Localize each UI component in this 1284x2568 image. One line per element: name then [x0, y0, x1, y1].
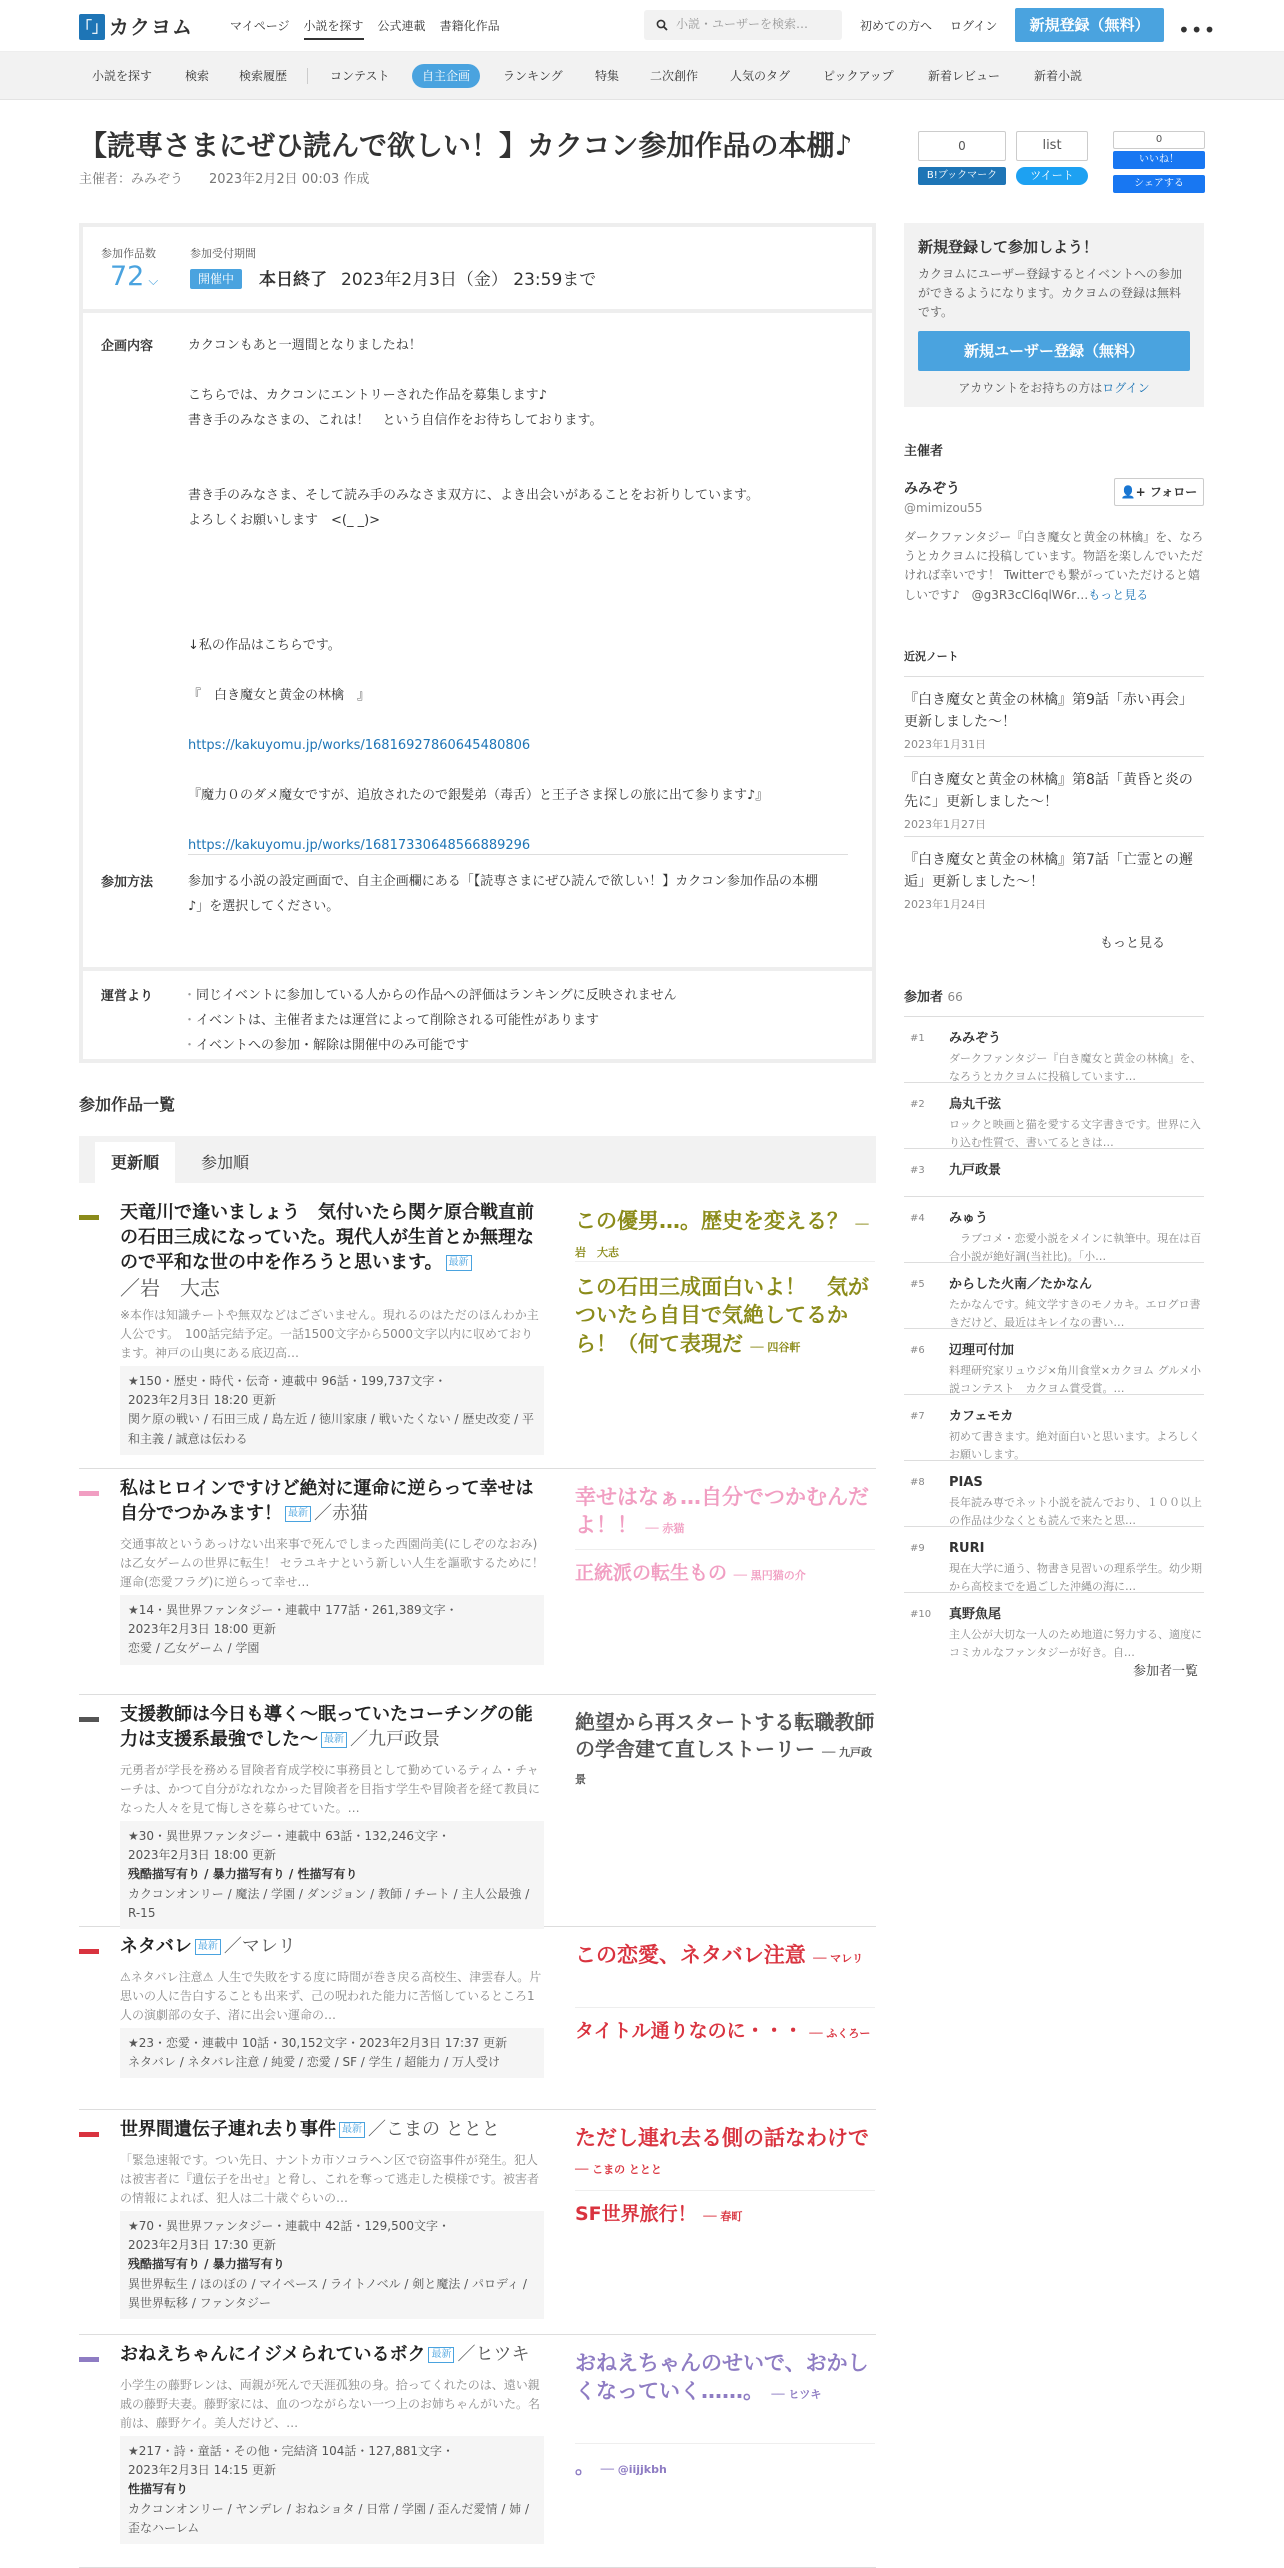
- subnav-fanfic[interactable]: 二次創作: [650, 69, 699, 83]
- created-date: 2023年2月2日 00:03 作成: [209, 172, 370, 187]
- review-catchphrase[interactable]: [575, 2349, 875, 2406]
- entry-count[interactable]: [110, 263, 158, 290]
- participants-label: 参加者: [904, 990, 944, 1005]
- work-marker: [79, 2357, 99, 2362]
- participant-rank: #2: [910, 1099, 925, 1110]
- participant-rank: #4: [910, 1213, 925, 1224]
- review-text[interactable]: 幸せはなぁ…自分でつかむんだよ！！: [575, 1485, 869, 1538]
- work-author[interactable]: ／マレリ: [223, 1936, 296, 1957]
- note-title[interactable]: 『白き魔女と黄金の林檎』第9話「赤い再会」更新しました～！: [904, 692, 1193, 731]
- host-label[interactable]: 主催者：みみぞう: [79, 172, 184, 187]
- review-text[interactable]: ただし連れ去る側の話なわけで: [575, 2126, 869, 2150]
- work-description: ⚠ネタバレ注意⚠ 人生で失敗をする度に時間が巻き戻る高校生、津雲春人。片思いの人に告白することも出来ず、己の呪われた能力に苦悩しているところ1人の演劇部の女子、渚に出会い運命の…: [120, 1970, 542, 2023]
- entry-count-value: 72: [110, 261, 145, 292]
- work-title[interactable]: [120, 1935, 540, 1960]
- work-meta: [120, 1821, 544, 1929]
- work-warnings: 性描写有り: [128, 2482, 189, 2497]
- plan-line: [188, 658, 848, 683]
- work-title-text[interactable]: 世界間遺伝子連れ去り事件: [120, 2119, 336, 2140]
- global-header: [0, 0, 1284, 52]
- ops-item: ・ イベントへの参加・解除は開催中のみ可能です: [183, 1033, 677, 1058]
- plan-line: [188, 708, 848, 733]
- nav-official[interactable]: 公式連載: [377, 19, 426, 33]
- participant-rank: #3: [910, 1165, 925, 1176]
- review-catchphrase[interactable]: [575, 2124, 875, 2181]
- subnav-new-reviews[interactable]: 新着レビュー: [928, 69, 1001, 83]
- count-label: 参加作品数: [101, 247, 156, 260]
- review-catchphrase[interactable]: [575, 1207, 875, 1264]
- note-date: 2023年1月31日: [904, 737, 986, 751]
- participant-name[interactable]: 真野魚尾: [949, 1607, 1002, 1622]
- work-tags: カクコンオンリー / ヤンデレ / おねショタ / 日常 / 学園 / 歪んだ愛情 / 姉 / 歪なハーレム: [128, 2501, 530, 2535]
- end-date: [259, 267, 596, 294]
- end-today: 本日終了: [259, 270, 327, 290]
- host-name[interactable]: みみぞう: [904, 481, 960, 497]
- work-updated: 2023年2月3日 18:00 更新: [128, 1622, 277, 1637]
- work-item: [79, 1193, 876, 1469]
- work-author[interactable]: ／赤猫: [314, 1502, 368, 1524]
- review-author[interactable]: ── 九戸政景: [575, 1746, 873, 1786]
- participant-bio: ロックと映画と猫を愛する文字書きです。世界に入り込む性質で、書いてるときは…: [949, 1118, 1201, 1149]
- participant-rank: #8: [910, 1477, 925, 1488]
- nav-find-novels[interactable]: 小説を探す: [304, 17, 364, 40]
- twitter-share[interactable]: [1016, 131, 1088, 185]
- work-marker: [79, 2132, 99, 2137]
- page-title: 【読専さまにぜひ読んで欲しい！】カクコン参加作品の本棚♪: [79, 129, 853, 162]
- participant-name[interactable]: PIAS: [949, 1475, 983, 1490]
- plan-label: 企画内容: [101, 339, 154, 354]
- review-catchphrase[interactable]: [575, 2019, 875, 2045]
- event-plan: [83, 317, 872, 967]
- divider: [575, 2443, 875, 2444]
- participant-bio: ラブコメ・恋愛小説をメインに執筆中。現在は百合小説が絶好調(当社比)。「小…: [949, 1232, 1202, 1263]
- work-meta: [120, 1366, 544, 1455]
- work-updated: 2023年2月3日 18:20 更新: [128, 1393, 277, 1408]
- work-marker: [79, 1949, 99, 1954]
- works-heading: 参加作品一覧: [79, 1095, 176, 1114]
- plan-line: よろしくお願いします <(_ _)>: [188, 513, 381, 528]
- plan-line: [188, 433, 848, 458]
- review-text[interactable]: おねえちゃんのせいで、おかしくなっていく……。: [575, 2351, 869, 2404]
- work-author[interactable]: ／こまの ととと: [368, 2119, 500, 2140]
- plan-line: [188, 808, 848, 833]
- signup-button[interactable]: 新規ユーザー登録（無料）: [918, 331, 1190, 371]
- participant-bio: ダークファンタジー『白き魔女と黄金の林檎』を、なろうとカクヨムに投稿しています…: [949, 1052, 1202, 1083]
- login-prompt: [918, 379, 1190, 398]
- logo-mark: 「」: [79, 14, 105, 40]
- new-badge: 最新: [195, 1939, 221, 1955]
- participant-bio: たかなんです。純文学すきのモノカキ。エログロ書きだけど、最近はキレイなの書い…: [949, 1298, 1201, 1329]
- subnav-history[interactable]: 検索履歴: [239, 69, 288, 83]
- first-time-link[interactable]: 初めての方へ: [860, 19, 933, 33]
- work-stats: ★23・恋愛・連載中 10話・30,152文字・2023年2月3日 17:37 更新: [128, 2036, 508, 2050]
- participant-rank: #6: [910, 1345, 925, 1356]
- plan-line: [188, 583, 848, 608]
- work-stats: ★70・異世界ファンタジー・連載中 42話・129,500文字・: [128, 2219, 451, 2233]
- period-label: 参加受付期間: [190, 247, 256, 260]
- participants-list-link[interactable]: 参加者一覧: [1133, 1664, 1199, 1679]
- work-stats: ★150・歴史・時代・伝奇・連載中 96話・199,737文字・: [128, 1374, 447, 1388]
- subnav-divider: [307, 68, 308, 84]
- review-text[interactable]: この恋愛、ネタバレ注意: [575, 1943, 806, 1967]
- work-item: [79, 1469, 876, 1695]
- note-item[interactable]: [904, 836, 1204, 913]
- review-author[interactable]: ── ヒツキ: [771, 2388, 822, 2402]
- plan-line: ↓私の作品はこちらです。: [188, 638, 341, 653]
- note-title[interactable]: 『白き魔女と黄金の林檎』第7話「亡霊との邂逅」更新しました～！: [904, 852, 1193, 891]
- event-meta: [79, 170, 369, 191]
- ops-label: 運営より: [101, 989, 154, 1004]
- tab-joined[interactable]: 参加順: [201, 1153, 250, 1172]
- tweet-button[interactable]: ツイート: [1016, 167, 1088, 185]
- plan-line: こちらでは、カクコンにエントリーされた作品を募集します♪: [188, 388, 547, 403]
- work-updated: 2023年2月3日 14:15 更新: [128, 2463, 277, 2478]
- more-menu-icon[interactable]: •••: [1178, 18, 1217, 42]
- ops-item: ・ 同じイベントに参加している人からの作品への評価はランキングに反映されません: [183, 983, 677, 1008]
- like-count: 0: [1113, 131, 1205, 149]
- participant-rank: #1: [910, 1033, 925, 1044]
- side-login-link[interactable]: ログイン: [1102, 380, 1150, 395]
- review-catchphrase[interactable]: [575, 2455, 875, 2481]
- review-catchphrase[interactable]: [575, 1709, 875, 1790]
- work-description: ※本作は知識チートや無双などはございません。現れるのはただのほんわか主人公です。 100話完結予定。一話1500文字から5000文字以内に収めております。神戸の山奥にある底辺高…: [120, 1308, 539, 1361]
- participant-name[interactable]: みみぞう: [949, 1031, 1002, 1046]
- end-date-text: 2023年2月3日（金） 23:59まで: [341, 270, 597, 290]
- participant-bio: 初めて書きます。絶対面白いと思います。よろしくお願いします。: [949, 1430, 1201, 1461]
- logo-name: カクヨム: [109, 15, 193, 39]
- event-summary: [83, 227, 872, 313]
- follow-button[interactable]: [1114, 478, 1204, 506]
- participant-item[interactable]: [904, 1148, 1204, 1198]
- subnav-self-event[interactable]: 自主企画: [412, 64, 480, 88]
- work-marker: [79, 1717, 99, 1722]
- work-meta: [120, 2211, 544, 2319]
- divider: [575, 1549, 875, 1550]
- review-text[interactable]: SF世界旅行！: [575, 2203, 697, 2225]
- plan-content: [188, 333, 848, 858]
- work-item: [79, 1695, 876, 1927]
- participants-heading: [904, 988, 963, 1009]
- participant-item[interactable]: [904, 1394, 1204, 1462]
- subnav-pickup[interactable]: ピックアップ: [823, 69, 894, 83]
- work-title-text[interactable]: ネタバレ: [120, 1936, 192, 1957]
- plan-line: 書き手のみなさまの、これは！ という自信作をお待ちしております。: [188, 413, 603, 428]
- review-author[interactable]: ── 岩 大志: [575, 1218, 869, 1260]
- participant-name[interactable]: からした火南／たかなん: [949, 1277, 1093, 1292]
- plan-line: カクコンもあと一週間となりましたね！: [188, 338, 422, 353]
- review-author[interactable]: ── 春町: [703, 2210, 743, 2223]
- participant-rank: #10: [910, 1609, 932, 1620]
- new-badge: 最新: [321, 1732, 347, 1748]
- join-box: [904, 223, 1204, 407]
- work-description: 交通事故というあっけない出来事で死んでしまった西園尚美(にしぞのなおみ)は乙女ゲームの世界に転生！ セラユキナという新しい人生を謳歌するために！ 運命(恋愛フラグ)に逆らって幸せ…: [120, 1537, 544, 1590]
- participant-rank: #7: [910, 1411, 925, 1422]
- participant-bio: 主人公が大切な一人のため地道に努力する、適度にコミカルなファンタジーが好き。自…: [949, 1628, 1202, 1659]
- review-author[interactable]: ── @iijjkbh: [600, 2463, 667, 2476]
- review-text[interactable]: タイトル通りなのに・・・: [575, 2020, 803, 2042]
- global-nav: [230, 17, 500, 40]
- work-link[interactable]: https://kakuyomu.jp/works/16817330648566889296: [188, 838, 531, 853]
- note-item[interactable]: [904, 756, 1204, 833]
- work-marker: [79, 1215, 99, 1220]
- review-text[interactable]: 。: [575, 2456, 595, 2478]
- work-tags: 恋愛 / 乙女ゲーム / 学園: [128, 1641, 260, 1656]
- participant-bio: 現在大学に通う、物書き見習いの理系学生。幼少期から高校までを過ごした沖縄の海に…: [949, 1562, 1202, 1593]
- work-warnings: 残酷描写有り / 暴力描写有り / 性描写有り: [128, 1867, 358, 1882]
- participant-item[interactable]: [904, 1328, 1204, 1396]
- work-title-text[interactable]: おねえちゃんにイジメられているボク: [120, 2344, 426, 2365]
- work-warnings: 残酷描写有り / 暴力描写有り: [128, 2257, 285, 2272]
- note-date: 2023年1月27日: [904, 817, 986, 831]
- work-title[interactable]: [120, 1703, 540, 1753]
- have-account-text: アカウントをお持ちの方は: [958, 380, 1103, 395]
- event-info-box: [79, 223, 876, 1063]
- host-bio-text: ダークファンタジー『白き魔女と黄金の林檎』を、なろうとカクヨムに投稿しています。物語を楽しんでいただければ幸いです！ Twitterでも繋がっていただけると嬉しいです♪ @g3R3cCl6qlW6r…: [904, 530, 1204, 602]
- participant-name[interactable]: 烏丸千弦: [949, 1097, 1002, 1112]
- bookmark-button[interactable]: B!ブックマーク: [918, 167, 1006, 185]
- participant-rank: #9: [910, 1543, 925, 1554]
- participants-count: 66: [947, 990, 963, 1004]
- join-text: カクヨムにユーザー登録するとイベントへの参加ができるようになります。カクヨムの登録は無料です。: [918, 267, 1183, 320]
- method-text: 参加する小説の設定画面で、自主企画欄にある「【読専さまにぜひ読んで欲しい！】カクコン参加作品の本棚♪」を選択してください。: [188, 874, 818, 914]
- work-tags: ネタバレ / ネタバレ注意 / 純愛 / 恋愛 / SF / 学生 / 超能力 / 万人受け: [128, 2055, 500, 2070]
- participant-item[interactable]: [904, 1082, 1204, 1150]
- tweet-count: list: [1016, 131, 1088, 161]
- login-link[interactable]: ログイン: [950, 19, 998, 33]
- review-text[interactable]: この優男…。歴史を変える？: [575, 1209, 848, 1233]
- review-author[interactable]: ── 四谷軒: [750, 1340, 801, 1354]
- like-button[interactable]: いいね！: [1113, 151, 1205, 169]
- participant-name[interactable]: カフェモカ: [949, 1409, 1014, 1424]
- review-author[interactable]: ── 黒円猫の介: [733, 1569, 806, 1582]
- review-text[interactable]: 正統派の転生もの: [575, 1562, 728, 1584]
- subnav-tags[interactable]: 人気のタグ: [730, 69, 791, 83]
- divider: [575, 1261, 875, 1262]
- plan-line: [188, 608, 848, 633]
- host-bio: [904, 528, 1204, 605]
- work-updated: 2023年2月3日 18:00 更新: [128, 1848, 277, 1863]
- divider: [188, 854, 848, 855]
- work-item: [79, 2110, 876, 2335]
- plan-line: 書き手のみなさま、そして読み手のみなさま双方に、よき出会いがあることをお祈りしています。: [188, 488, 759, 503]
- review-catchphrase[interactable]: [575, 1561, 875, 1587]
- register-button[interactable]: 新規登録（無料）: [1015, 8, 1164, 42]
- plan-line: [188, 758, 848, 783]
- work-meta: [120, 1595, 544, 1665]
- chevron-down-icon: ⌵: [148, 274, 159, 289]
- work-item: [79, 2335, 876, 2568]
- review-catchphrase[interactable]: [575, 1483, 875, 1540]
- participant-name[interactable]: 辺理可付加: [949, 1343, 1015, 1358]
- search-input[interactable]: [644, 10, 842, 40]
- divider: [575, 2190, 875, 2191]
- participant-item[interactable]: [904, 1460, 1204, 1528]
- note-item[interactable]: [904, 676, 1204, 753]
- review-author[interactable]: ── 赤猫: [645, 1522, 685, 1536]
- participant-name[interactable]: みゅう: [949, 1211, 989, 1226]
- participant-bio: 長年読み専でネット小説を読んでおり、１００以上の作品は少なくとも読んで来たと思…: [949, 1496, 1202, 1527]
- work-title-text[interactable]: 私はヒロインですけど絶対に運命に逆らって幸せは自分でつかみます！: [120, 1478, 534, 1524]
- work-title[interactable]: [120, 2118, 540, 2143]
- plan-line: 『魔力０のダメ魔女ですが、追放されたので銀髪弟（毒舌）と王子さま探しの旅に出て参ります♪』: [188, 788, 769, 803]
- review-author[interactable]: ── ふくろー: [809, 2027, 871, 2040]
- plan-line: 『 白き魔女と黄金の林檎 』: [188, 688, 371, 703]
- work-title[interactable]: [120, 2343, 540, 2368]
- work-author[interactable]: ／岩 大志: [120, 1276, 220, 1301]
- nav-mypage[interactable]: マイページ: [230, 19, 290, 33]
- participant-item[interactable]: [904, 1592, 1204, 1660]
- work-stats: ★14・異世界ファンタジー・連載中 177話・261,389文字・: [128, 1603, 458, 1617]
- work-description: 「緊急速報です。つい先日、ナントカ市ソコラヘン区で窃盗事件が発生。犯人は被害者に『遺伝子を出せ』と脅し、これを奪って逃走した模様です。被害者の情報によれば、犯人は二十歳ぐらいの…: [120, 2153, 540, 2206]
- notes-heading: 近況ノート: [904, 650, 959, 663]
- subnav-contest[interactable]: コンテスト: [330, 69, 390, 83]
- review-catchphrase[interactable]: [575, 2202, 875, 2228]
- ops-notice: [83, 967, 872, 1059]
- works-tabs: [79, 1136, 876, 1183]
- work-title[interactable]: [120, 1201, 540, 1303]
- host-id: @mimizou55: [904, 501, 983, 515]
- work-description: 元勇者が学長を務める冒険者育成学校に事務員として勤めているティム・チャーチは、かつて自分がなれなかった冒険者を目指す学生や冒険者を経て教員になった人々を見て悔しさを募らせていた。…: [120, 1763, 541, 1816]
- participant-name[interactable]: 九戸政景: [949, 1163, 1002, 1178]
- note-title[interactable]: 『白き魔女と黄金の林檎』第8話「黄昏と炎の先に」更新しました～！: [904, 772, 1193, 811]
- status-badge: 開催中: [190, 269, 242, 289]
- review-catchphrase[interactable]: [575, 1941, 875, 1969]
- review-text[interactable]: 絶望から再スタートする転職教師の学舎建て直しストーリー: [575, 1710, 875, 1761]
- work-title[interactable]: [120, 1477, 540, 1527]
- work-meta: [120, 2436, 544, 2544]
- notes-more-link[interactable]: もっと見る: [1100, 936, 1166, 951]
- new-badge: 最新: [446, 1255, 472, 1271]
- bio-more-link[interactable]: もっと見る: [1088, 587, 1149, 602]
- review-author[interactable]: ── こまの ととと: [575, 2163, 662, 2177]
- ops-list: [183, 983, 677, 1058]
- work-title-text[interactable]: 天竜川で逢いましょう 気付いたら関ケ原合戦直前の石田三成になっていた。現代人が生首とか無理なので平和な世の中を作ろうと思います。: [120, 1202, 534, 1273]
- divider: [575, 2007, 875, 2008]
- share-button[interactable]: シェアする: [1113, 175, 1205, 193]
- subnav-new-novels[interactable]: 新着小説: [1034, 69, 1083, 83]
- nav-books[interactable]: 書籍化作品: [439, 19, 500, 33]
- work-title-text[interactable]: 支援教師は今日も導く～眠っていたコーチングの能力は支援系最強でした～: [120, 1704, 533, 1750]
- new-badge: 最新: [339, 2122, 365, 2138]
- work-item: [79, 1927, 876, 2110]
- participant-bio: 料理研究家リュウジ×角川食堂×カクヨム グルメ小説コンテスト カクヨム賞受賞。…: [949, 1364, 1201, 1395]
- subnav-feature[interactable]: 特集: [595, 69, 620, 83]
- work-meta: [120, 2028, 544, 2078]
- participant-item[interactable]: [904, 1016, 1204, 1084]
- plan-line: [188, 458, 848, 483]
- work-marker: [79, 1491, 99, 1496]
- work-updated: 2023年2月3日 17:30 更新: [128, 2238, 277, 2253]
- facebook-share[interactable]: [1113, 131, 1205, 193]
- participant-rank: #5: [910, 1279, 925, 1290]
- search-placeholder: 小説・ユーザーを検索…: [676, 17, 809, 32]
- bookmark-count: 0: [918, 131, 1006, 161]
- work-tags: カクコンオンリー / 魔法 / 学園 / ダンジョン / 教師 / チート / 主人公最強 / R-15: [128, 1886, 530, 1920]
- tab-updated[interactable]: 更新順: [95, 1142, 175, 1183]
- work-stats: ★217・詩・童話・その他・完結済 104話・127,881文字・: [128, 2444, 455, 2458]
- participant-name[interactable]: RURI: [949, 1541, 985, 1556]
- user-plus-icon: 👤+: [1120, 485, 1146, 499]
- new-badge: 最新: [428, 2347, 454, 2363]
- method-label: 参加方法: [101, 875, 154, 890]
- host-heading: 主催者: [904, 444, 944, 459]
- work-tags: 異世界転生 / ほのぼの / マイペース / ライトノベル / 剣と魔法 / パロディ / 異世界転移 / ファンタジー: [128, 2276, 527, 2310]
- work-author[interactable]: ／九戸政景: [350, 1728, 440, 1750]
- work-author[interactable]: ／ヒツキ: [457, 2344, 530, 2365]
- ops-item: ・ イベントは、主催者または運営によって削除される可能性があります: [183, 1008, 677, 1033]
- participant-item[interactable]: [904, 1196, 1204, 1264]
- new-badge: 最新: [285, 1506, 311, 1522]
- note-date: 2023年1月24日: [904, 897, 986, 911]
- plan-line: [188, 358, 848, 383]
- join-title: 新規登録して参加しよう！: [918, 238, 1099, 256]
- follow-label: フォロー: [1149, 485, 1198, 499]
- plan-line: [188, 533, 848, 558]
- plan-line: [188, 558, 848, 583]
- review-author[interactable]: ── マレリ: [813, 1952, 864, 1965]
- subnav-search[interactable]: 検索: [185, 69, 210, 83]
- participant-item[interactable]: [904, 1262, 1204, 1330]
- search-icon: [656, 19, 668, 31]
- sub-nav: [0, 52, 1284, 100]
- participant-item[interactable]: [904, 1526, 1204, 1594]
- review-catchphrase[interactable]: [575, 1273, 875, 1358]
- hatena-bookmark[interactable]: [918, 131, 1006, 189]
- work-tags: 関ケ原の戦い / 石田三成 / 島左近 / 徳川家康 / 戦いたくない / 歴史改変 / 平和主義 / 誠意は伝わる: [128, 1412, 535, 1446]
- work-link[interactable]: https://kakuyomu.jp/works/16816927860645480806: [188, 738, 531, 753]
- subnav-find[interactable]: 小説を探す: [92, 69, 153, 83]
- review-text[interactable]: この石田三成面白いよ！ 気がついたら自目で気絶してるから！（何て表現だ: [575, 1275, 869, 1356]
- logo[interactable]: [79, 11, 193, 43]
- work-description: 小学生の藤野レンは、両親が死んで天涯孤独の身。拾ってくれたのは、遠い親戚の藤野夫妻。藤野家には、血のつながらない一つ上のお姉ちゃんがいた。名前は、藤野ケイ。美人だけど、…: [120, 2378, 541, 2431]
- work-stats: ★30・異世界ファンタジー・連載中 63話・132,246文字・: [128, 1829, 451, 1843]
- subnav-ranking[interactable]: ランキング: [503, 69, 563, 83]
